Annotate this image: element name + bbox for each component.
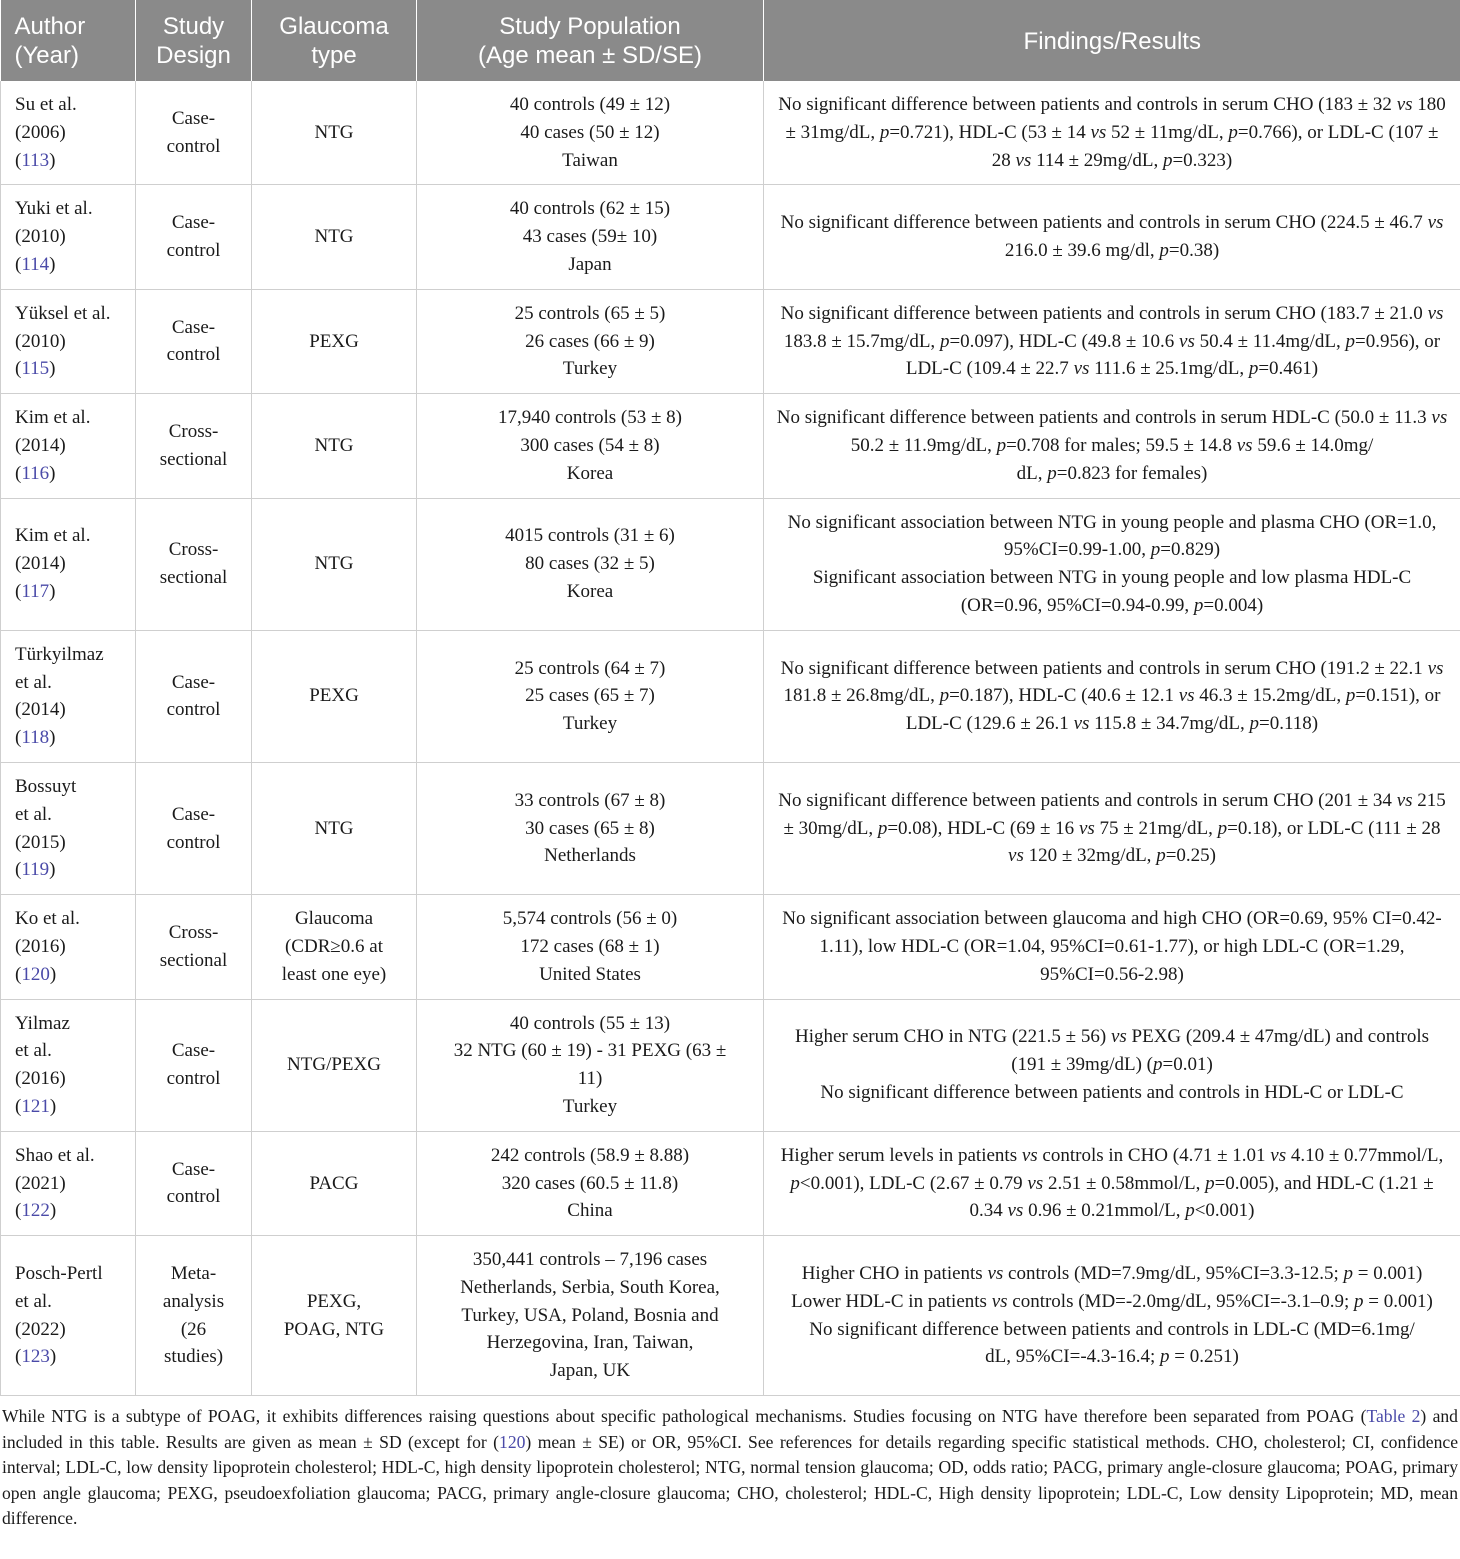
table-footnote: While NTG is a subtype of POAG, it exhibits differences raising questions about specific pathological mechanisms. Studies focusing on NTG have therefore been separated from POAG (Table 2) and included in this table. Results are given as mean ± SD (except for (120) mean ± SE) or OR, 95%CI. See references for details regarding specific statistical methods. CHO, cholesterol; CI, confidence interval; LDL-C, low density lipoprotein cholesterol; HDL-C, high density lipoprotein cholesterol; NTG, normal tension glaucoma; OD, odds ratio; PACG, primary angle-closure glaucoma; POAG, primary open angle glaucoma; PEXG, pseudoexfoliation glaucoma; PACG, primary angle-closure glaucoma; CHO, cholesterol; HDL-C, High density lipoprotein; LDL-C, Low density Lipoprotein; MD, mean difference.: [2, 1406, 1459, 1529]
cell-population: 4015 controls (31 ± 6) 80 cases (32 ± 5) Korea: [417, 498, 764, 630]
cell-design: Case- control: [136, 289, 252, 393]
cell-author: Yilmaz et al. (2016) (121): [1, 999, 136, 1131]
table-row: [1, 289, 1460, 393]
cell-design: Case- control: [136, 999, 252, 1131]
cell-population: 40 controls (62 ± 15) 43 cases (59± 10) Japan: [417, 185, 764, 289]
cell-author: Posch-Pertl et al. (2022) (123): [1, 1236, 136, 1396]
header-author: Author (Year): [1, 0, 136, 81]
cell-design: Case- control: [136, 81, 252, 185]
table-row: [1, 1236, 1460, 1396]
cell-design: Case- control: [136, 185, 252, 289]
cell-design: Cross- sectional: [136, 895, 252, 999]
cell-design: Case- control: [136, 1131, 252, 1235]
reference-link[interactable]: 113: [21, 149, 50, 171]
reference-link[interactable]: 114: [21, 253, 50, 275]
cell-findings: No significant association between NTG in young people and plasma CHO (OR=1.0, 95%CI=0.99-1.00, p=0.829) Significant association between NTG in young people and low plasma HDL-C (OR=0.96, 95%CI=0.94-0.99, p=0.004): [764, 498, 1460, 630]
reference-link[interactable]: 115: [21, 358, 50, 380]
table-row: [1, 394, 1460, 498]
cell-findings: No significant difference between patients and controls in serum CHO (224.5 ± 46.7 vs 216.0 ± 39.6 mg/dl, p=0.38): [764, 185, 1460, 289]
cell-type: NTG: [252, 498, 417, 630]
table-row: [1, 895, 1460, 999]
cell-author: Su et al. (2006) (113): [1, 81, 136, 185]
reference-link[interactable]: 122: [21, 1200, 50, 1222]
cell-author: Shao et al. (2021) (122): [1, 1131, 136, 1235]
table-row: [1, 999, 1460, 1131]
cell-findings: Higher serum CHO in NTG (221.5 ± 56) vs PEXG (209.4 ± 47mg/dL) and controls (191 ± 39mg/dL) (p=0.01) No significant difference between patients and controls in HDL-C or LDL-C: [764, 999, 1460, 1131]
cell-design: Cross- sectional: [136, 394, 252, 498]
table-row: [1, 498, 1460, 630]
cell-author: Kim et al. (2014) (117): [1, 498, 136, 630]
table-header-row: [1, 0, 1460, 81]
cell-population: 242 controls (58.9 ± 8.88) 320 cases (60.5 ± 11.8) China: [417, 1131, 764, 1235]
cell-type: Glaucoma (CDR≥0.6 at least one eye): [252, 895, 417, 999]
header-type: Glaucoma type: [252, 0, 417, 81]
reference-link[interactable]: 117: [21, 581, 50, 603]
cell-findings: No significant difference between patients and controls in serum CHO (201 ± 34 vs 215 ± 30mg/dL, p=0.08), HDL-C (69 ± 16 vs 75 ± 21mg/dL, p=0.18), or LDL-C (111 ± 28 vs 120 ± 32mg/dL, p=0.25): [764, 762, 1460, 894]
table-row: [1, 762, 1460, 894]
cell-findings: No significant difference between patients and controls in serum CHO (183.7 ± 21.0 vs 183.8 ± 15.7mg/dL, p=0.097), HDL-C (49.8 ± 10.6 vs 50.4 ± 11.4mg/dL, p=0.956), or LDL-C (109.4 ± 22.7 vs 111.6 ± 25.1mg/dL, p=0.461): [764, 289, 1460, 393]
reference-link[interactable]: 120: [21, 963, 50, 985]
cell-population: 25 controls (65 ± 5) 26 cases (66 ± 9) Turkey: [417, 289, 764, 393]
cell-design: Cross- sectional: [136, 498, 252, 630]
cell-findings: No significant difference between patients and controls in serum CHO (191.2 ± 22.1 vs 181.8 ± 26.8mg/dL, p=0.187), HDL-C (40.6 ± 12.1 vs 46.3 ± 15.2mg/dL, p=0.151), or LDL-C (129.6 ± 26.1 vs 115.8 ± 34.7mg/dL, p=0.118): [764, 630, 1460, 762]
cell-findings: No significant association between glaucoma and high CHO (OR=0.69, 95% CI=0.42-1.11), low HDL-C (OR=1.04, 95%CI=0.61-1.77), or high LDL-C (OR=1.29, 95%CI=0.56-2.98): [764, 895, 1460, 999]
cell-design: Meta- analysis (26 studies): [136, 1236, 252, 1396]
cell-author: Ko et al. (2016) (120): [1, 895, 136, 999]
cell-design: Case- control: [136, 762, 252, 894]
header-design: Study Design: [136, 0, 252, 81]
cell-type: NTG: [252, 762, 417, 894]
cell-population: 40 controls (55 ± 13) 32 NTG (60 ± 19) - 31 PEXG (63 ± 11) Turkey: [417, 999, 764, 1131]
reference-link[interactable]: 123: [21, 1346, 50, 1368]
cell-type: NTG: [252, 81, 417, 185]
reference-link[interactable]: 119: [21, 859, 50, 881]
cell-type: NTG: [252, 394, 417, 498]
cell-author: Kim et al. (2014) (116): [1, 394, 136, 498]
cell-population: 5,574 controls (56 ± 0) 172 cases (68 ± 1) United States: [417, 895, 764, 999]
cell-findings: No significant difference between patients and controls in serum HDL-C (50.0 ± 11.3 vs 50.2 ± 11.9mg/dL, p=0.708 for males; 59.5 ± 14.8 vs 59.6 ± 14.0mg/ dL, p=0.823 for females): [764, 394, 1460, 498]
cell-population: 40 controls (49 ± 12) 40 cases (50 ± 12) Taiwan: [417, 81, 764, 185]
table-row: [1, 1131, 1460, 1235]
cell-findings: Higher serum levels in patients vs controls in CHO (4.71 ± 1.01 vs 4.10 ± 0.77mmol/L, p<0.001), LDL-C (2.67 ± 0.79 vs 2.51 ± 0.58mmol/L, p=0.005), and HDL-C (1.21 ± 0.34 vs 0.96 ± 0.21mmol/L, p<0.001): [764, 1131, 1460, 1235]
reference-link[interactable]: 121: [21, 1095, 50, 1117]
cell-population: 33 controls (67 ± 8) 30 cases (65 ± 8) Netherlands: [417, 762, 764, 894]
cell-type: NTG: [252, 185, 417, 289]
table-row: [1, 185, 1460, 289]
header-findings: Findings/Results: [764, 0, 1460, 81]
cell-type: NTG/PEXG: [252, 999, 417, 1131]
cell-author: Bossuyt et al. (2015) (119): [1, 762, 136, 894]
cell-type: PEXG, POAG, NTG: [252, 1236, 417, 1396]
cell-type: PACG: [252, 1131, 417, 1235]
table-row: [1, 630, 1460, 762]
cell-type: PEXG: [252, 630, 417, 762]
cell-design: Case- control: [136, 630, 252, 762]
reference-link[interactable]: 118: [21, 727, 50, 749]
cell-findings: No significant difference between patients and controls in serum CHO (183 ± 32 vs 180 ± 31mg/dL, p=0.721), HDL-C (53 ± 14 vs 52 ± 11mg/dL, p=0.766), or LDL-C (107 ± 28 vs 114 ± 29mg/dL, p=0.323): [764, 81, 1460, 185]
cell-author: Yuki et al. (2010) (114): [1, 185, 136, 289]
cell-type: PEXG: [252, 289, 417, 393]
cell-population: 25 controls (64 ± 7) 25 cases (65 ± 7) Turkey: [417, 630, 764, 762]
cell-author: Yüksel et al. (2010) (115): [1, 289, 136, 393]
table-row: [1, 81, 1460, 185]
header-population: Study Population (Age mean ± SD/SE): [417, 0, 764, 81]
cell-population: 350,441 controls – 7,196 cases Netherlands, Serbia, South Korea, Turkey, USA, Poland, Bosnia and Herzegovina, Iran, Taiwan, Japan, UK: [417, 1236, 764, 1396]
cell-findings: Higher CHO in patients vs controls (MD=7.9mg/dL, 95%CI=3.3-12.5; p = 0.001) Lower HDL-C in patients vs controls (MD=-2.0mg/dL, 95%CI=-3.1–0.9; p = 0.001) No significant difference between patients and controls in LDL-C (MD=6.1mg/ dL, 95%CI=-4.3-16.4; p = 0.251): [764, 1236, 1460, 1396]
reference-link[interactable]: 116: [21, 462, 50, 484]
cell-author: Türkyilmaz et al. (2014) (118): [1, 630, 136, 762]
cell-population: 17,940 controls (53 ± 8) 300 cases (54 ± 8) Korea: [417, 394, 764, 498]
